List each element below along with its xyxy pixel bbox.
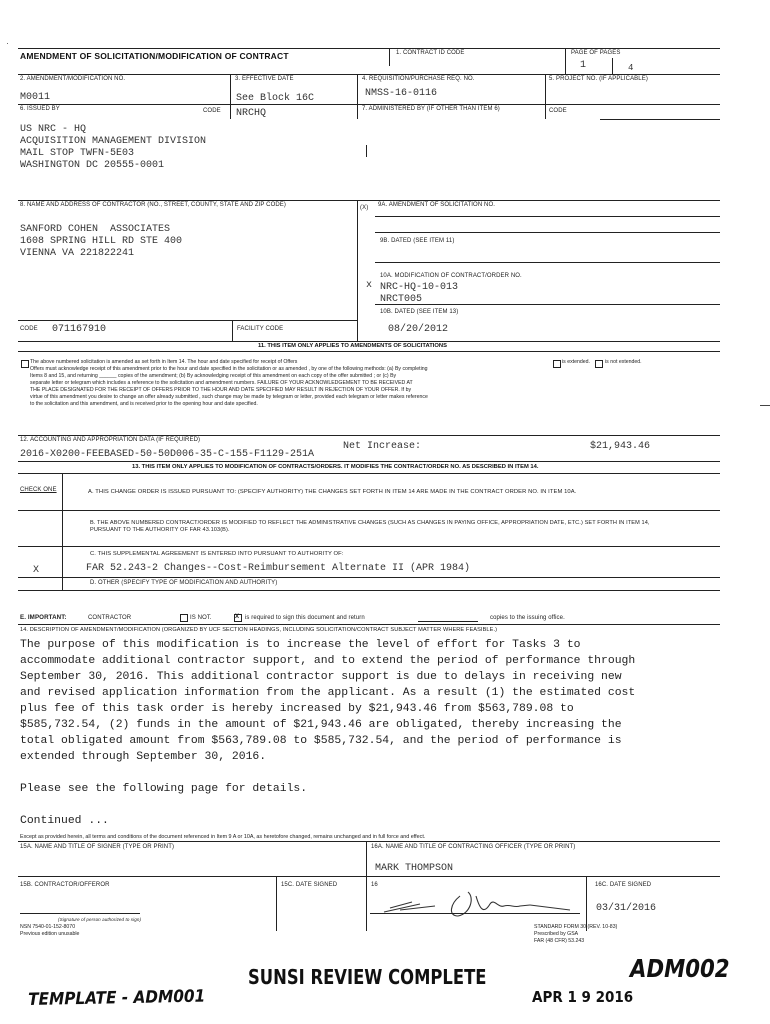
item11-text: Items 8 and 15, and returning ______ copies of the amendment; (b) By acknowledging receipt of this amendment on each copy of the offer submitted ; or (c) By — [30, 373, 397, 379]
box1-label: 1. CONTRACT ID CODE — [396, 50, 465, 56]
box16c-label: 16C. DATE SIGNED — [595, 882, 652, 888]
box9a-mark-label: (X) — [360, 205, 369, 211]
contracting-officer-signature — [380, 886, 580, 920]
issued-by-line: US NRC - HQ — [20, 124, 87, 135]
box10a-value: NRC-HQ-10-013 — [380, 282, 459, 293]
nsn-label: NSN 7540-01-152-8070 — [20, 924, 76, 930]
details-line: Please see the following page for details. — [20, 783, 308, 795]
box10b-label: 10B. DATED (SEE ITEM 13) — [380, 309, 459, 315]
item11-text: to the solicitation and this amendment, and is received prior to the opening hour and date specified. — [30, 401, 258, 407]
description-line: $585,732.54, (2) funds in the amount of $21,943.46 are obligated, thereby increasing the — [20, 719, 622, 731]
issued-by-line: WASHINGTON DC 20555-0001 — [20, 160, 165, 171]
item11-text: virtue of this amendment you desire to change an offer already submitted , such change may be made by telegram or letter, provided each telegram or letter makes reference — [30, 394, 428, 400]
item12-label: 12. ACCOUNTING AND APPROPRIATION DATA (IF REQUIRED) — [20, 437, 201, 443]
description-line: and revised application information from the applicant. As a result (1) the estimated cost — [20, 687, 636, 699]
description-line: September 30, 2016. This additional contractor support is due to delays in receiving new — [20, 671, 622, 683]
contractor-line: SANFORD COHEN ASSOCIATES — [20, 224, 171, 235]
box6-label: 6. ISSUED BY — [20, 106, 60, 112]
issued-by-line: MAIL STOP TWFN-5E03 — [20, 148, 135, 159]
important-is-not: IS NOT. — [190, 615, 212, 621]
box5-label: 5. PROJECT NO. (IF APPLICABLE) — [549, 76, 648, 82]
contractor-line: VIENNA VA 221822241 — [20, 248, 135, 259]
page-current: 1 — [580, 60, 587, 71]
sig-person-label: (Signature of person authorized to sign) — [58, 917, 142, 922]
contractor-code-label: CODE — [20, 326, 38, 332]
sunsi-review-stamp: SUNSI REVIEW COMPLETE — [248, 965, 487, 989]
previous-edition-label: Previous edition unusable — [20, 931, 80, 937]
item11-checkbox[interactable] — [21, 360, 29, 368]
box15a-label: 15A. NAME AND TITLE OF SIGNER (TYPE OR PRINT) — [20, 844, 175, 850]
contractor-line: 1608 SPRING HILL RD STE 400 — [20, 236, 183, 247]
box16a-value: MARK THOMPSON — [375, 863, 454, 874]
box4-value: NMSS-16-0116 — [365, 88, 438, 99]
issued-by-line: ACQUISITION MANAGEMENT DIVISION — [20, 136, 207, 147]
page-total: 4 — [628, 63, 634, 73]
extended-checkbox[interactable] — [553, 360, 561, 368]
item11-text: THE PLACE DESIGNATED FOR THE RECEIPT OF OFFERS PRIOR TO THE HOUR AND DATE SPECIFIED MAY RESULT IN REJECTION OF YOUR OFFER. If by — [30, 387, 412, 393]
item13b-text: B. THE ABOVE NUMBERED CONTRACT/ORDER IS MODIFIED TO REFLECT THE ADMINISTRATIVE CHANGES (SUCH AS CHANGES IN PAYING OFFICE, APPROPRIATION DATE, ETC.) SET FORTH IN ITEM 14, PURSUANT TO THE AUTHORITY OF FAR 43.103(B). — [90, 520, 650, 533]
far-label: FAR (48 CFR) 53.243 — [534, 938, 585, 944]
margin-dash — [760, 405, 770, 406]
form-title: AMENDMENT OF SOLICITATION/MODIFICATION OF CONTRACT — [20, 51, 289, 61]
item13d-text: D. OTHER (SPECIFY TYPE OF MODIFICATION AND AUTHORITY) — [90, 580, 278, 586]
adm-stamp: ADM002 — [630, 954, 730, 983]
box8-label: 8. NAME AND ADDRESS OF CONTRACTOR (NO., STREET, COUNTY, STATE AND ZIP CODE) — [20, 202, 286, 208]
item12-net-label: Net Increase: — [343, 441, 422, 452]
box7-label: 7. ADMINISTERED BY (IF OTHER THAN ITEM 6) — [362, 106, 500, 112]
box15b-label: 15B. CONTRACTOR/OFFEROR — [20, 882, 110, 888]
extended-label: is extended. — [562, 359, 590, 365]
description-line: accommodate additional contractor support, and to extend the period of performance through — [20, 655, 636, 667]
box10a-mark: x — [366, 280, 373, 291]
item12-net-value: $21,943.46 — [590, 441, 651, 452]
important-mark: X — [235, 614, 240, 620]
box6-code: NRCHQ — [236, 108, 267, 119]
item11-title: 11. THIS ITEM ONLY APPLIES TO AMENDMENTS OF SOLICITATIONS — [258, 343, 447, 349]
facility-code-label: FACILITY CODE — [237, 326, 284, 332]
box2-label: 2. AMENDMENT/MODIFICATION NO. — [20, 76, 126, 82]
not-extended-checkbox[interactable] — [595, 360, 603, 368]
standard-form-label: STANDARD FORM 30 (REV. 10-83) — [534, 924, 618, 930]
box15c-label: 15C. DATE SIGNED — [281, 882, 338, 888]
description-line: extended through September 30, 2016. — [20, 751, 267, 763]
box16c-value: 03/31/2016 — [596, 903, 657, 914]
description-line: total obligated amount from $563,789.08 to $585,732.54, and the period of performance is — [20, 735, 622, 747]
box10b-value: 08/20/2012 — [388, 324, 449, 335]
box10a-label: 10A. MODIFICATION OF CONTRACT/ORDER NO. — [380, 273, 522, 279]
item13c-mark: X — [33, 565, 40, 576]
box3-label: 3. EFFECTIVE DATE — [235, 76, 294, 82]
box9a-label: 9A. AMENDMENT OF SOLICITATION NO. — [378, 202, 495, 208]
box2-value: M0011 — [20, 92, 51, 103]
important-label: E. IMPORTANT: — [20, 614, 67, 621]
box3-value: See Block 16C — [236, 93, 315, 104]
box16b-label: 16 — [371, 882, 378, 888]
except-text: Except as provided herein, all terms and conditions of the document referenced in Item 9 A or 10A, as heretofore changed, remains unchanged and in full force and effect. — [20, 834, 426, 840]
contractor-code: 071167910 — [52, 324, 107, 335]
box7-code-label: CODE — [549, 108, 567, 114]
continued-line: Continued ... — [20, 815, 109, 827]
is-not-checkbox[interactable] — [180, 614, 188, 622]
item13-title: 13. THIS ITEM ONLY APPLIES TO MODIFICATION OF CONTRACTS/ORDERS. IT MODIFIES THE CONTRACT/ORDER NO. AS DESCRIBED IN ITEM 14. — [132, 464, 539, 470]
item12-value: 2016-X0200-FEEBASED-50-50D006-35-C-155-F1129-251A — [20, 449, 315, 460]
important-contractor: CONTRACTOR — [88, 615, 132, 621]
important-is-required: is required to sign this document and return — [245, 615, 365, 621]
item13c-text: C. THIS SUPPLEMENTAL AGREEMENT IS ENTERED INTO PURSUANT TO AUTHORITY OF: — [90, 551, 344, 557]
item11-text: separate letter or telegram which includes a reference to the solicitation and amendment numbers. FAILURE OF YOUR ACKNOWLEDGEMENT TO BE RECEIVED AT — [30, 380, 413, 386]
description-line: The purpose of this modification is to increase the level of effort for Tasks 3 to — [20, 639, 581, 651]
prescribed-label: Prescribed by GSA — [534, 931, 579, 937]
item13a-text: A. THIS CHANGE ORDER IS ISSUED PURSUANT TO: (SPECIFY AUTHORITY) THE CHANGES SET FORTH IN ITEM 14 ARE MADE IN THE CONTRACT ORDER NO. IN ITEM 10A. — [88, 489, 577, 495]
item11-text: Offers must acknowledge receipt of this amendment prior to the hour and date specified in the solicitation or as amended , by one of the following methods: (a) By completing — [30, 366, 428, 372]
item11-text: The above numbered solicitation is amended as set forth in Item 14. The hour and date specified for receipt of Offers — [30, 359, 298, 365]
check-one-label: CHECK ONE — [20, 487, 57, 493]
page-label: PAGE OF PAGES — [571, 50, 621, 56]
box10a-value: NRCT005 — [380, 294, 423, 305]
important-copies: copies to the issuing office. — [490, 615, 565, 621]
description-line: plus fee of this task order is hereby increased by $21,943.46 from $563,789.08 to — [20, 703, 574, 715]
item13c-value: FAR 52.243-2 Changes--Cost-Reimbursement Alternate II (APR 1984) — [86, 563, 471, 574]
code-label: CODE — [203, 108, 221, 114]
margin-mark: · — [6, 38, 9, 48]
box16a-label: 16A. NAME AND TITLE OF CONTRACTING OFFICER (TYPE OR PRINT) — [371, 844, 576, 850]
item14-label: 14. DESCRIPTION OF AMENDMENT/MODIFICATION (ORGANIZED BY UCF SECTION HEADINGS, INCLUDING SOLICITATION/CONTRACT SUBJECT MATTER WHERE FEASIBLE.) — [20, 627, 498, 633]
date-stamp: APR 1 9 2016 — [532, 988, 634, 1006]
not-extended-label: is not extended. — [605, 359, 642, 365]
box9b-label: 9B. DATED (SEE ITEM 11) — [380, 238, 455, 244]
box4-label: 4. REQUISITION/PURCHASE REQ. NO. — [362, 76, 475, 82]
template-stamp: TEMPLATE - ADM001 — [28, 986, 206, 1010]
